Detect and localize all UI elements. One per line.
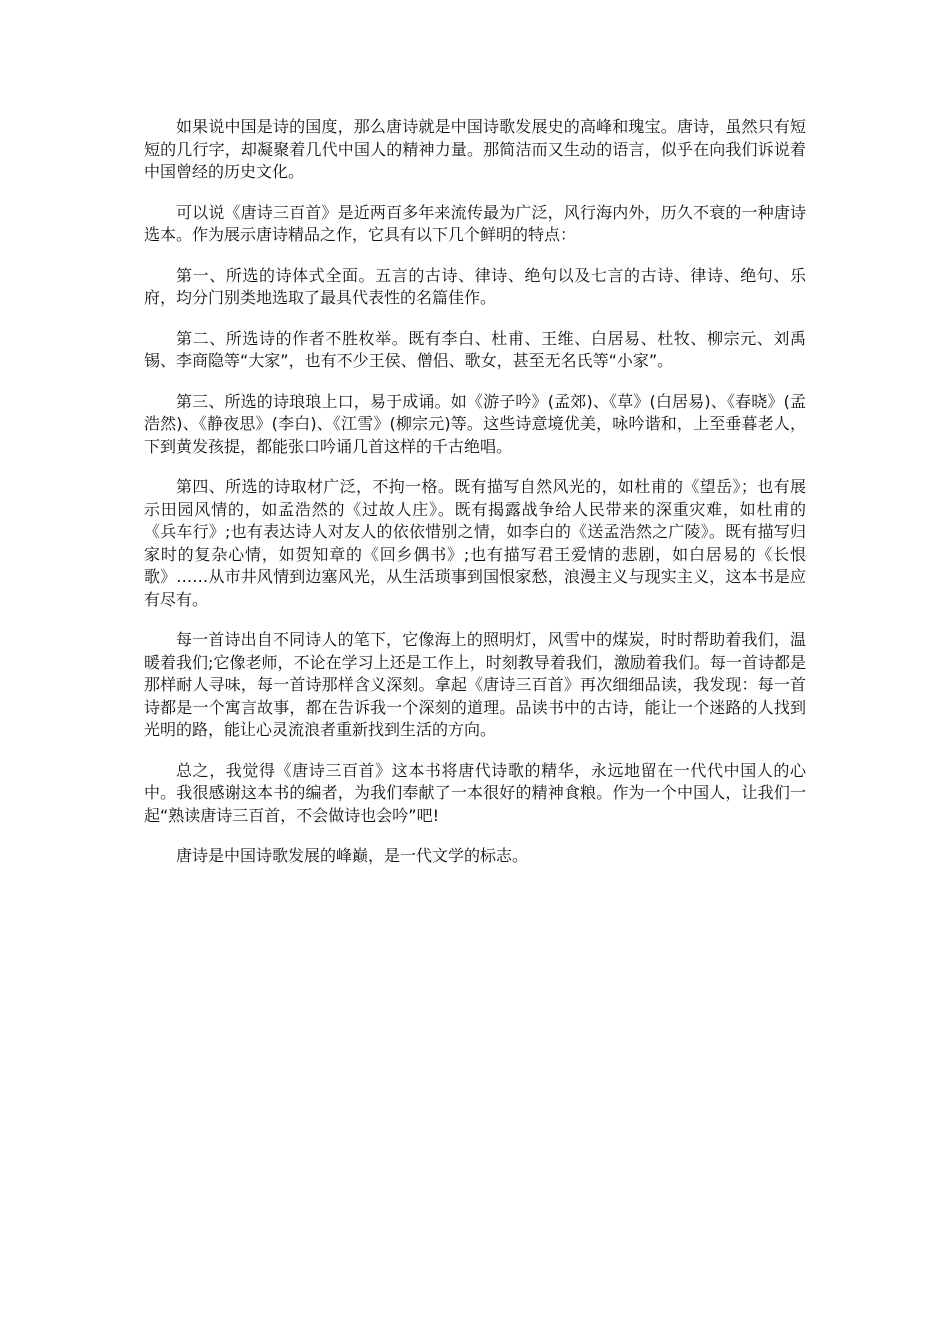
paragraph-closing: 唐诗是中国诗歌发展的峰巅，是一代文学的标志。 [176,846,529,865]
paragraph-overview: 可以说《唐诗三百首》是近两百多年来流传最为广泛，风行海内外，历久不衰的一种唐诗选本。作为展示唐诗精品之作，它具有以下几个鲜明的特点： [144,202,806,244]
paragraph-intro: 如果说中国是诗的国度，那么唐诗就是中国诗歌发展史的高峰和瑰宝。唐诗，虽然只有短短的几行字，却凝聚着几代中国人的精神力量。那简洁而又生动的语言，似乎在向我们诉说着中国曾经的历史文化。 [144,117,806,181]
paragraph-feature-1: 第一、所选的诗体式全面。五言的古诗、律诗、绝句以及七言的古诗、律诗、绝句、乐府，均分门别类地选取了最具代表性的名篇佳作。 [144,265,806,307]
paragraph-conclusion: 总之，我觉得《唐诗三百首》这本书将唐代诗歌的精华，永远地留在一代代中国人的心中。我很感谢这本书的编者，为我们奉献了一本很好的精神食粮。作为一个中国人，让我们一起“熟读唐诗三百首，不会做诗也会吟”吧! [144,760,806,825]
paragraph-reflection: 每一首诗出自不同诗人的笔下，它像海上的照明灯，风雪中的煤炭，时时帮助着我们，温暖着我们;它像老师，不论在学习上还是工作上，时刻教导着我们，激励着我们。每一首诗都是那样耐人寻味，每一首诗那样含义深刻。拿起《唐诗三百首》再次细细品读，我发现：每一首诗都是一个寓言故事，都在告诉我一个深刻的道理。品读书中的古诗，能让一个迷路的人找到光明的路，能让心灵流浪者重新找到生活的方向。 [144,630,806,739]
paragraph-feature-3: 第三、所选的诗琅琅上口，易于成诵。如《游子吟》(孟郊)、《草》(白居易)、《春晓》(孟浩然)、《静夜思》(李白)、《江雪》(柳宗元)等。这些诗意境优美，咏吟谐和，上至垂暮老人，下到黄发孩提，都能张口吟诵几首这样的千古绝唱。 [144,391,806,456]
paragraph-feature-4: 第四、所选的诗取材广泛，不拘一格。既有描写自然风光的，如杜甫的《望岳》；也有展示田园风情的，如孟浩然的《过故人庄》。既有揭露战争给人民带来的深重灾难，如杜甫的《兵车行》;也有表达诗人对友人的依依惜别之情，如李白的《送孟浩然之广陵》。既有描写归家时的复杂心情，如贺知章的《回乡偶书》;也有描写君王爱情的悲剧，如白居易的《长恨歌》……从市井风情到边塞风光，从生活琐事到国恨家愁，浪漫主义与现实主义，这本书是应有尽有。 [144,477,806,609]
document-page [144,116,806,886]
paragraph-feature-2: 第二、所选诗的作者不胜枚举。既有李白、杜甫、王维、白居易、杜牧、柳宗元、刘禹锡、李商隐等“大家”，也有不少王侯、僧侣、歌女，甚至无名氏等“小家”。 [144,328,806,370]
